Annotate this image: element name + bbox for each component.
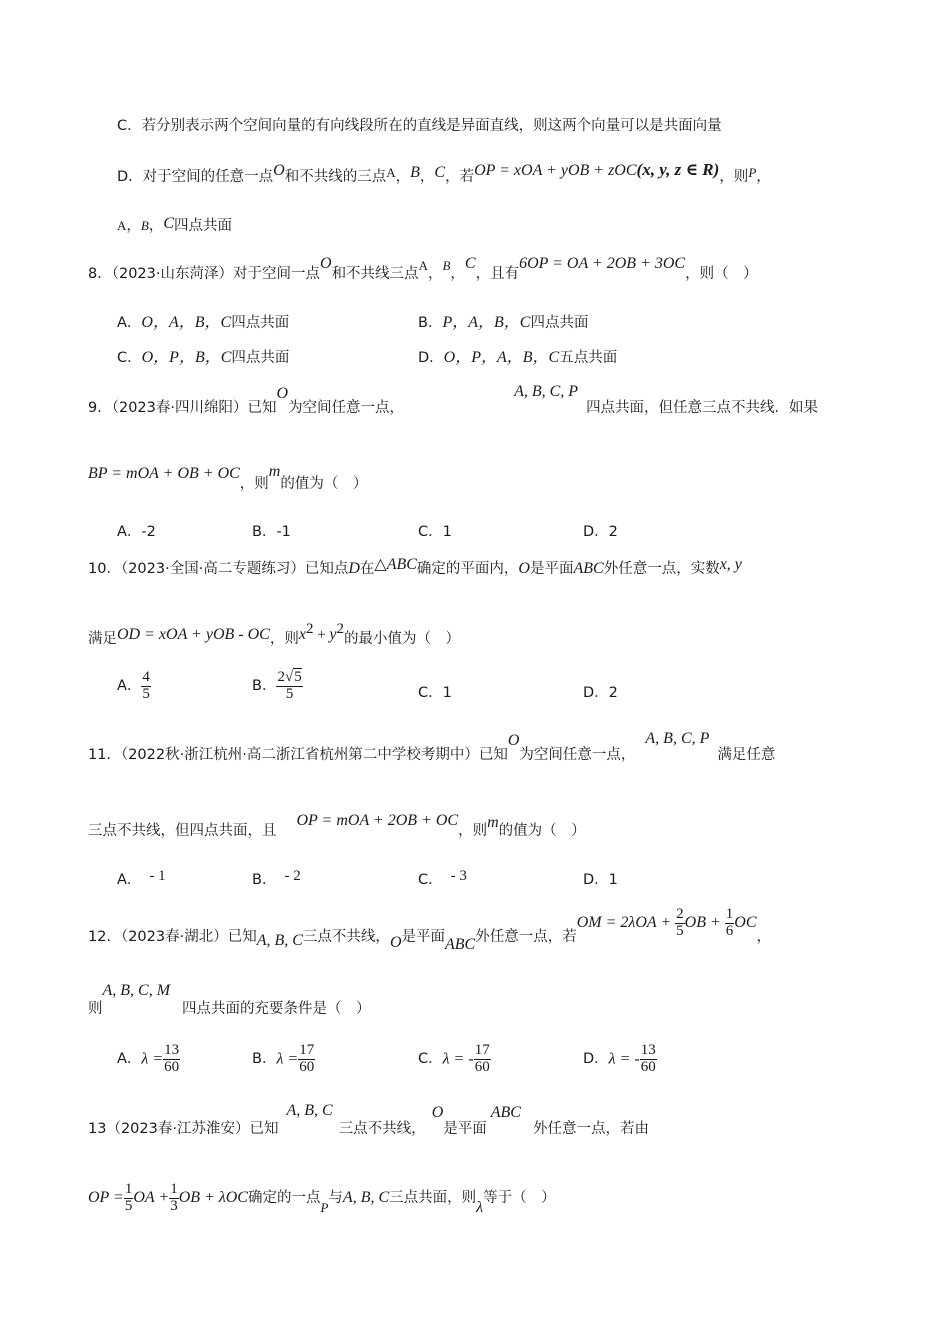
q11-option-d: D．1 bbox=[583, 872, 618, 888]
q10-option-c: C．1 bbox=[418, 685, 452, 701]
q13-line2: OP = $\frac{1}{5}$ OA + $\frac{1}{3}$ OB + λOC确定的一点P与A, B, C三点共面，则λ等于（ ） bbox=[88, 1181, 556, 1216]
q12-option-c: C．λ = - $\frac{17}{60}$ bbox=[418, 1042, 490, 1075]
q7-option-c: C．若分别表示两个空间向量的有向线段所在的直线是异面直线，则这两个向量可以是共面向量 bbox=[117, 118, 722, 134]
q8-option-c: C．O，P，B，C四点共面 bbox=[117, 349, 290, 366]
q9-option-d: D．2 bbox=[583, 524, 618, 540]
q10-option-a: A． $\frac{4}{5}$ bbox=[117, 669, 150, 702]
q11-formula: OP = mOA + 2OB + OC bbox=[296, 812, 459, 829]
q12-option-b: B．λ = $\frac{17}{60}$ bbox=[252, 1042, 315, 1075]
q7-option-d: D．对于空间的任意一点O和不共线的三点A，B，C，若OP = xOA + yOB + zOC(x, y, z ∈ R)，则P， bbox=[117, 160, 771, 185]
q10-formula: OD = xOA + yOB - OC bbox=[117, 625, 270, 643]
q9-stem: 9．（2023春·四川绵阳）已知O为空间任意一点，A, B, C, P四点共面，但任意三点不共线．如果 bbox=[88, 383, 819, 416]
q12-line2: 则A, B, C, M四点共面的充要条件是（ ） bbox=[88, 982, 371, 1017]
q12-stem: 12．（2023春·湖北）已知A, B, C三点不共线，O是平面ABC外任意一点，若OM = 2λOA + $\frac{2}{5}$ OB + $\frac{1}{6}$ OC， bbox=[88, 906, 772, 953]
q13-formula: OP = $\frac{1}{5}$ OA + $\frac{1}{3}$ OB + λOC bbox=[88, 1181, 248, 1214]
q10-formula-line: 满足OD = xOA + yOB - OC，则$x^2 + y^2$的最小值为（ ） bbox=[88, 621, 461, 647]
q12-option-d: D．λ = - $\frac{13}{60}$ bbox=[583, 1042, 656, 1075]
q12-formula: OM = 2λOA + $\frac{2}{5}$ OB + $\frac{1}{6}$ OC bbox=[576, 906, 757, 939]
q9-formula: BP = mOA + OB + OC bbox=[88, 465, 240, 482]
q10-option-d: D．2 bbox=[583, 685, 618, 701]
q9-option-a: A．-2 bbox=[117, 524, 156, 540]
q9-option-b: B．-1 bbox=[252, 524, 291, 540]
q10-stem: 10．（2023·全国·高二专题练习）已知点D在△ABC确定的平面内，O是平面ABC外任意一点，实数x, y bbox=[88, 556, 742, 577]
q12-option-a: A．λ = $\frac{13}{60}$ bbox=[117, 1042, 180, 1075]
q8-option-a: A．O，A，B，C四点共面 bbox=[117, 314, 290, 331]
q8-formula: 6OP = OA + 2OB + 3OC bbox=[519, 255, 686, 272]
q10-option-b: B． $\frac{2√5}{5}$ bbox=[252, 669, 302, 702]
q11-option-c: C． - 3 bbox=[418, 868, 467, 888]
q7-option-d-line2: A，B，C四点共面 bbox=[117, 215, 233, 234]
q7-d-formula: OP = xOA + yOB + zOC bbox=[474, 162, 637, 179]
q9-option-c: C．1 bbox=[418, 524, 452, 540]
q11-stem: 11．（2022秋·浙江杭州·高二浙江省杭州第二中学校考期中）已知O为空间任意一点，A, B, C, P满足任意 bbox=[88, 730, 776, 763]
q11-formula-line: 三点不共线，但四点共面，且OP = mOA + 2OB + OC，则m的值为（ ） bbox=[88, 812, 586, 839]
q11-option-a: A． - 1 bbox=[117, 868, 166, 888]
q11-option-b: B． - 2 bbox=[252, 868, 301, 888]
q13-stem: 13（2023春·江苏淮安）已知A, B, C三点不共线，O是平面ABC外任意一点，若由 bbox=[88, 1102, 649, 1137]
q8-option-d: D．O，P，A，B，C五点共面 bbox=[418, 349, 618, 366]
q8-stem: 8．（2023·山东菏泽）对于空间一点O和不共线三点A，B，C，且有6OP = OA + 2OB + 3OC，则（ ） bbox=[88, 255, 758, 282]
q9-formula-line: BP = mOA + OB + OC，则m的值为（ ） bbox=[88, 463, 368, 492]
q8-option-b: B．P，A，B，C四点共面 bbox=[418, 314, 589, 331]
